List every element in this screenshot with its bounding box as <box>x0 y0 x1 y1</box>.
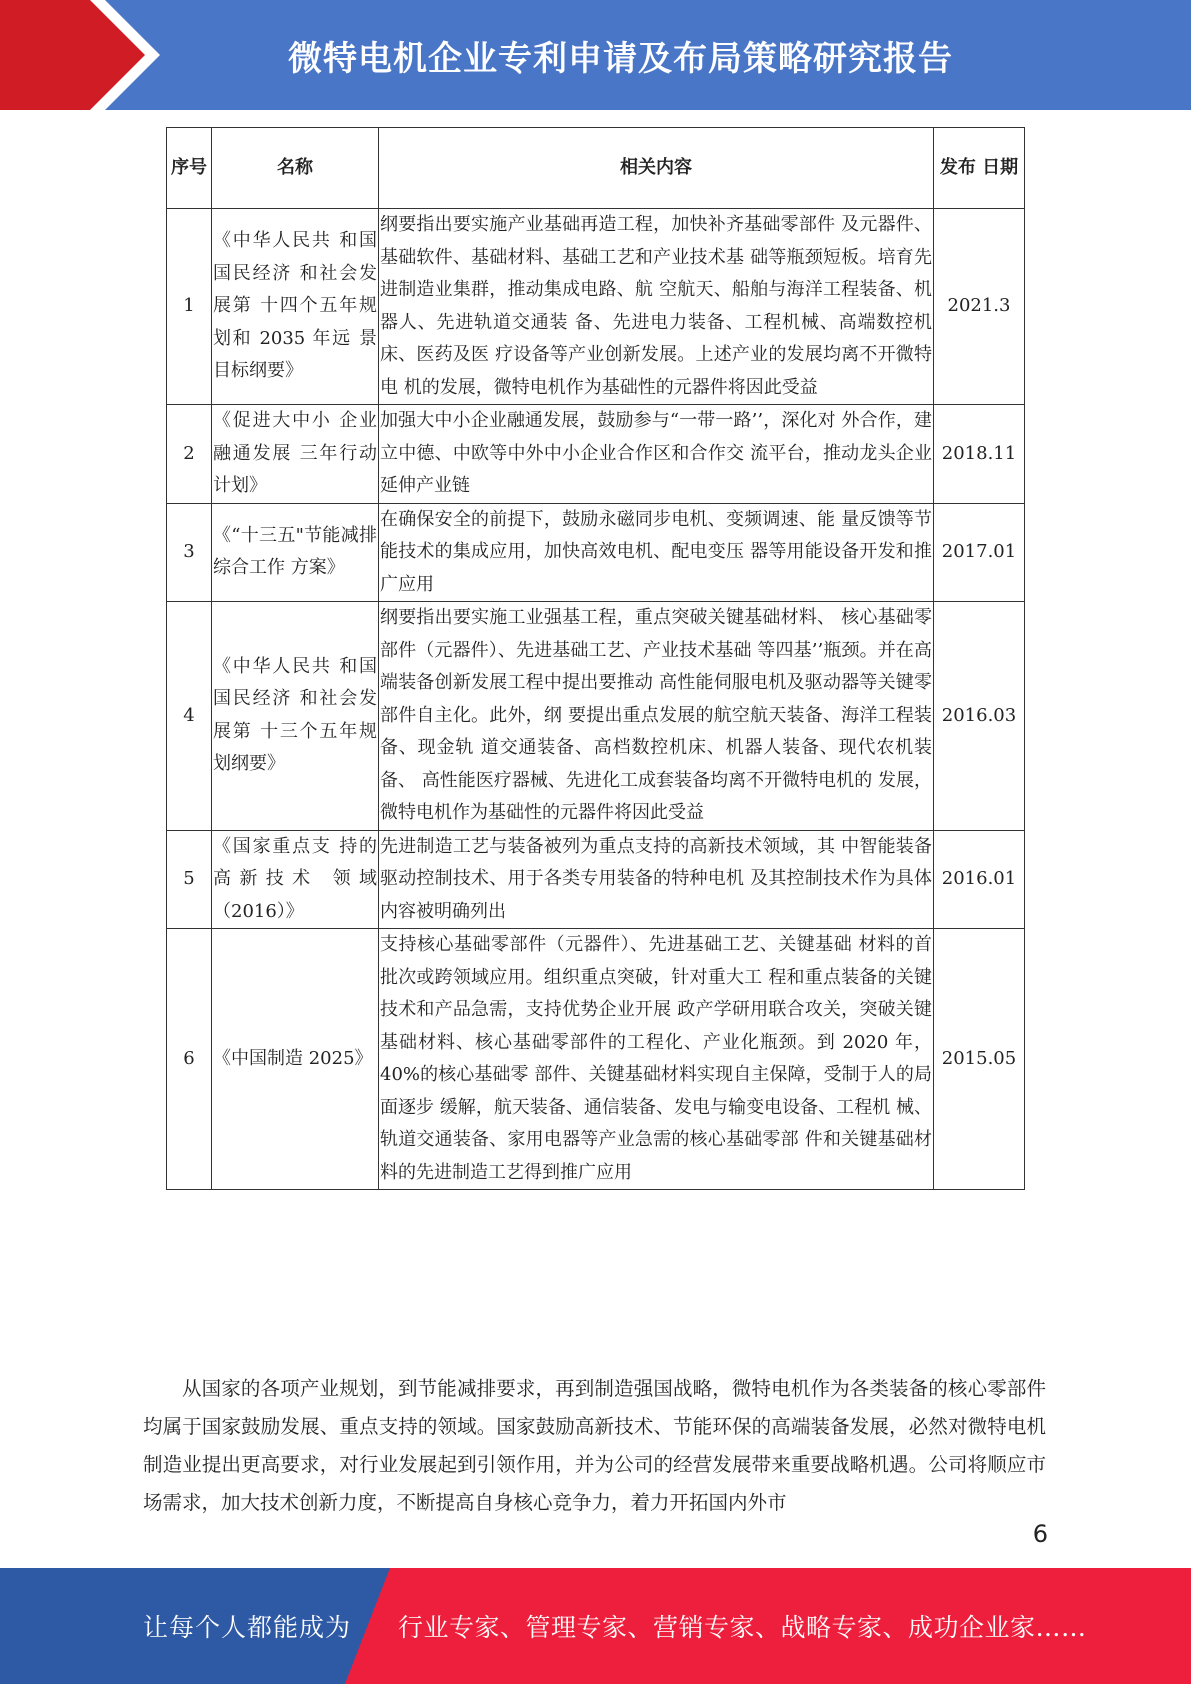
row-name: 《中国制造 2025》 <box>212 929 379 1190</box>
row-date: 2015.05 <box>934 929 1025 1190</box>
table-row <box>167 209 1025 405</box>
header-date: 发布 日期 <box>934 128 1025 209</box>
row-num: 3 <box>167 503 212 602</box>
row-content: 先进制造工艺与装备被列为重点支持的高新技术领域，其 中智能装备驱动控制技术、用于各类专用装备的特种电机 及其控制技术作为具体内容被明确列出 <box>379 830 934 929</box>
table-row <box>167 929 1025 1190</box>
row-content: 纲要指出要实施产业基础再造工程，加快补齐基础零部件 及元器件、基础软件、基础材料、基础工艺和产业技术基 础等瓶颈短板。培育先进制造业集群，推动集成电路、航 空航天、船舶与海洋工程装备、机器人、先进轨道交通装 备、先进电力装备、工程机械、高端数控机床、医药及医 疗设备等产业创新发展。上述产业的发展均离不开微特电 机的发展，微特电机作为基础性的元器件将因此受益 <box>379 209 934 405</box>
row-num: 2 <box>167 405 212 504</box>
row-name: 《中华人民共 和国国民经济 和社会发展第 十三个五年规 划纲要》 <box>212 602 379 831</box>
row-num: 1 <box>167 209 212 405</box>
footer-slogan-right: 行业专家、管理专家、营销专家、战略专家、成功企业家…… <box>398 1613 1087 1642</box>
page-number: 6 <box>1032 1520 1048 1548</box>
row-content: 支持核心基础零部件（元器件）、先进基础工艺、关键基础 材料的首批次或跨领域应用。组织重点突破，针对重大工 程和重点装备的关键技术和产品急需，支持优势企业开展 政产学研用联合攻关，突破关键基础材料、核心基础零部件的工程化、产业化瓶颈。到 2020 年，40%的核心基础零 部件、关键基础材料实现自主保障，受制于人的局面逐步 缓解，航天装备、通信装备、发电与输变电设备、工程机 械、轨道交通装备、家用电器等产业急需的核心基础零部 件和关键基础材料的先进制造工艺得到推广应用 <box>379 929 934 1190</box>
row-name: 《中华人民共 和国国民经济 和社会发展第 十四个五年规 划和 2035 年远 景目标纲要》 <box>212 209 379 405</box>
page-header <box>0 0 1191 110</box>
row-date: 2016.01 <box>934 830 1025 929</box>
row-content: 加强大中小企业融通发展，鼓励参与“一带一路’’，深化对 外合作，建立中德、中欧等中外中小企业合作区和合作交 流平台，推动龙头企业延伸产业链 <box>379 405 934 504</box>
row-date: 2021.3 <box>934 209 1025 405</box>
row-date: 2018.11 <box>934 405 1025 504</box>
footer-slogan-left: 让每个人都能成为 <box>143 1613 352 1642</box>
page-footer <box>0 1568 1191 1684</box>
header-content: 相关内容 <box>379 128 934 209</box>
row-name: 《“十三五"节能减排综合工作 方案》 <box>212 503 379 602</box>
header-red-block <box>0 0 150 110</box>
row-content: 在确保安全的前提下，鼓励永磁同步电机、变频调速、能 量反馈等节能技术的集成应用，加快高效电机、配电变压 器等用能设备开发和推广应用 <box>379 503 934 602</box>
table-row <box>167 405 1025 504</box>
row-date: 2017.01 <box>934 503 1025 602</box>
table-row <box>167 503 1025 602</box>
row-name: 《促进大中小 企业融通发展 三年行动计划》 <box>212 405 379 504</box>
row-date: 2016.03 <box>934 602 1025 831</box>
page-title: 微特电机企业专利申请及布局策略研究报告 <box>288 38 953 79</box>
row-content: 纲要指出要实施工业强基工程，重点突破关键基础材料、 核心基础零部件（元器件）、先进基础工艺、产业技术基础 等四基’’瓶颈。并在高端装备创新发展工程中提出要推动 高性能伺服电机及驱动器等关键零部件自主化。此外，纲 要提出重点发展的航空航天装备、海洋工程装备、现金轨 道交通装备、高档数控机床、机器人装备、现代农机装备、 高性能医疗器械、先进化工成套装备均离不开微特电机的 发展，微特电机作为基础性的元器件将因此受益 <box>379 602 934 831</box>
header-name: 名称 <box>212 128 379 209</box>
row-num: 5 <box>167 830 212 929</box>
row-num: 4 <box>167 602 212 831</box>
body-paragraph: 从国家的各项产业规划，到节能减排要求，再到制造强国战略，微特电机作为各类装备的核心零部件均属于国家鼓励发展、重点支持的领域。国家鼓励高新技术、节能环保的高端装备发展，必然对微特电机制造业提出更高要求，对行业发展起到引领作用，并为公司的经营发展带来重要战略机遇。公司将顺应市场需求，加大技术创新力度，不断提高自身核心竞争力，着力开拓国内外市 <box>143 1377 1046 1514</box>
row-num: 6 <box>167 929 212 1190</box>
policy-table <box>166 127 1025 1190</box>
header-num: 序号 <box>167 128 212 209</box>
table-row <box>167 602 1025 831</box>
table-row <box>167 830 1025 929</box>
row-name: 《国家重点支 持的高新技术 领域（2016）》 <box>212 830 379 929</box>
table-header-row <box>167 128 1025 209</box>
